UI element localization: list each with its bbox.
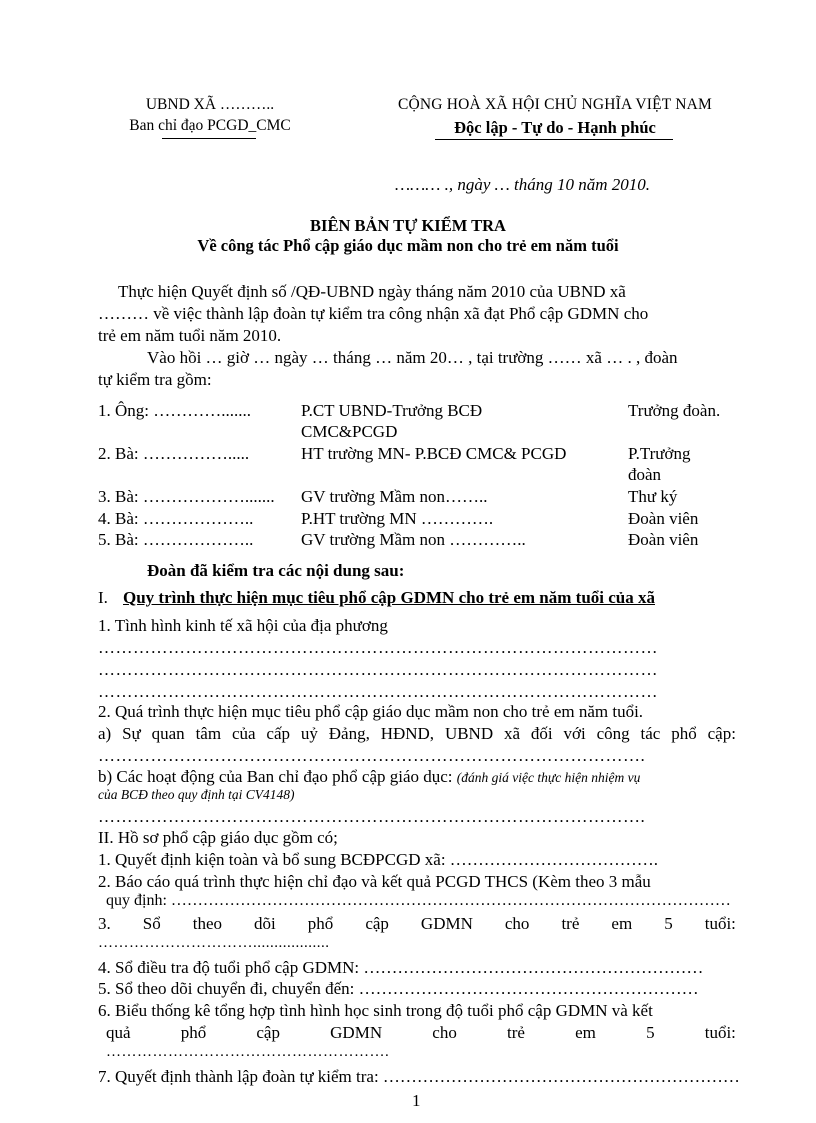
dotted-line: ………………………………………………. [106, 1044, 390, 1060]
member-position: GV trường Mầm non ………….. [301, 530, 526, 549]
intro-p2-line2: tự kiểm tra gồm: [98, 370, 212, 389]
section2-title: II. Hồ sơ phổ cập giáo dục gồm có; [98, 828, 338, 847]
section1-item2a [98, 723, 736, 745]
intro-p1-line2: ……… về việc thành lập đoàn tự kiểm tra công nhận xã đạt Phổ cập GDMN cho [98, 304, 649, 323]
word: công [596, 724, 630, 743]
word: cho [504, 914, 530, 933]
word: phổ [307, 914, 334, 933]
intro-p1-line1: Thực hiện Quyết định số /QĐ-UBND ngày tháng năm 2010 của UBND xã [118, 282, 626, 301]
member-role-cont: đoàn [628, 465, 662, 484]
dotted-line: …………………………………………………………………………………… [98, 638, 658, 657]
word: cho [432, 1023, 457, 1042]
word: 5 [646, 1023, 655, 1042]
section1-item2b [98, 766, 640, 788]
word: GDMN [330, 1023, 383, 1042]
word: tuổi: [704, 914, 736, 933]
word: Sự [122, 724, 141, 743]
section2-item6-cont [106, 1022, 736, 1044]
item2b-note-cont: của BCĐ theo quy định tại CV4148) [98, 787, 295, 802]
section2-item7: 7. Quyết định thành lập đoàn tự kiểm tra: ……………………………………………………… [98, 1067, 740, 1086]
word: uỷ [300, 724, 318, 743]
left-header-rule [162, 138, 256, 139]
section1-item1: 1. Tình hình kinh tế xã hội của địa phương [98, 616, 388, 635]
word: UBND [444, 724, 494, 743]
member-name: 5. Bà: ……………….. [98, 530, 254, 549]
word: HĐND, [380, 724, 435, 743]
word: a) [98, 724, 112, 743]
district-label: UBND XÃ ……….. [145, 96, 275, 113]
dotted-line: …………………………………………………………………………………… [98, 682, 658, 701]
document-subtitle: Về công tác Phổ cập giáo dục mầm non cho trẻ em năm tuổi [197, 236, 619, 255]
section2-item3 [98, 913, 736, 935]
word: phổ [671, 724, 697, 743]
word: em [575, 1023, 596, 1042]
word: Đảng, [328, 724, 370, 743]
word: em [611, 914, 633, 933]
word: cập: [707, 724, 736, 743]
member-role: Đoàn viên [628, 509, 699, 528]
member-position: HT trường MN- P.BCĐ CMC& PCGD [301, 444, 567, 463]
word: tâm [195, 724, 222, 743]
member-role: Trưởng đoàn. [628, 401, 721, 420]
member-name: 4. Bà: ……………….. [98, 509, 254, 528]
member-name: 2. Bà: ……………..... [98, 444, 250, 463]
item2b-label: b) Các hoạt động của Ban chỉ đạo phổ cập giáo dục: [98, 767, 453, 786]
word: 5 [664, 914, 673, 933]
word: trẻ [561, 914, 580, 933]
word: đối [530, 724, 553, 743]
word: tác [640, 724, 661, 743]
word: phổ [180, 1023, 207, 1042]
word: dõi [254, 914, 276, 933]
word: trẻ [507, 1023, 525, 1042]
member-name: 1. Ông: …………....... [98, 401, 251, 420]
dotted-line: …………………………………………………………………………………. [98, 746, 646, 765]
intro-p2-line1: Vào hồi … giờ … ngày … tháng … năm 20… , tại trường …… xã … . , đoàn [147, 348, 678, 367]
word: GDMN [420, 914, 473, 933]
dotted-line: …………………………………………………………………………………… [98, 660, 658, 679]
section2-item4: 4. Sổ điều tra độ tuổi phổ cập GDMN: …………………………………………………… [98, 958, 704, 977]
member-role: Đoàn viên [628, 530, 699, 549]
word: quan [151, 724, 185, 743]
section2-item2: 2. Báo cáo quá trình thực hiện chỉ đạo và kết quả PCGD THCS (Kèm theo 3 mẫu [98, 872, 651, 891]
word: xã [503, 724, 521, 743]
section1-item2: 2. Quá trình thực hiện mục tiêu phổ cập giáo dục mầm non cho trẻ em năm tuổi. [98, 702, 644, 721]
date-line: ……… ., ngày … tháng 10 năm 2010. [395, 175, 651, 194]
member-position: P.HT trường MN …………. [301, 509, 494, 528]
word: tuổi: [704, 1023, 736, 1042]
member-name: 3. Bà: ………………....... [98, 487, 275, 506]
word: 3. [98, 914, 111, 933]
section2-item6: 6. Biểu thống kê tổng hợp tình hình học sinh trong độ tuổi phổ cập GDMN và kết [98, 1001, 653, 1020]
section2-item2-cont: quy định: …………………………………………………………………………………………… [106, 892, 731, 909]
section1-number: I. [98, 588, 108, 607]
member-position: GV trường Mầm non…….. [301, 487, 488, 506]
right-header-rule [435, 139, 673, 140]
national-motto: Độc lập - Tự do - Hạnh phúc [454, 118, 656, 137]
word: với [563, 724, 586, 743]
item2b-note: (đánh giá việc thực hiện nhiệm vụ [456, 770, 641, 785]
page-number: 1 [412, 1091, 421, 1110]
dotted-line: ………………………….................. [98, 935, 330, 951]
word: của [231, 724, 256, 743]
word: cấp [266, 724, 290, 743]
word: cập [365, 914, 389, 933]
steering-committee-label: Ban chỉ đạo PCGD_CMC [129, 117, 291, 134]
member-role: P.Trưởng [628, 444, 691, 463]
section2-item5: 5. Sổ theo dõi chuyển đi, chuyển đến: …………………………………………………… [98, 979, 699, 998]
word: theo [192, 914, 223, 933]
checked-heading: Đoàn đã kiểm tra các nội dung sau: [147, 561, 405, 580]
intro-p1-line3: trẻ em năm tuổi năm 2010. [98, 326, 282, 345]
word: cập [256, 1023, 280, 1042]
national-title: CỘNG HOÀ XÃ HỘI CHỦ NGHĨA VIỆT NAM [397, 96, 713, 113]
dotted-line: …………………………………………………………………………………. [98, 807, 646, 826]
word: Sổ [142, 914, 161, 933]
member-position: P.CT UBND-Trưởng BCĐ [301, 401, 483, 420]
member-role: Thư ký [628, 487, 678, 506]
word: quả [106, 1023, 131, 1042]
section1-title: Quy trình thực hiện mục tiêu phổ cập GDMN cho trẻ em năm tuổi của xã [123, 588, 655, 607]
section2-item1: 1. Quyết định kiện toàn và bổ sung BCĐPCGD xã: ………………………………. [98, 850, 659, 869]
document-title: BIÊN BẢN TỰ KIỂM TRA [310, 216, 506, 235]
member-position-cont: CMC&PCGD [301, 422, 398, 441]
